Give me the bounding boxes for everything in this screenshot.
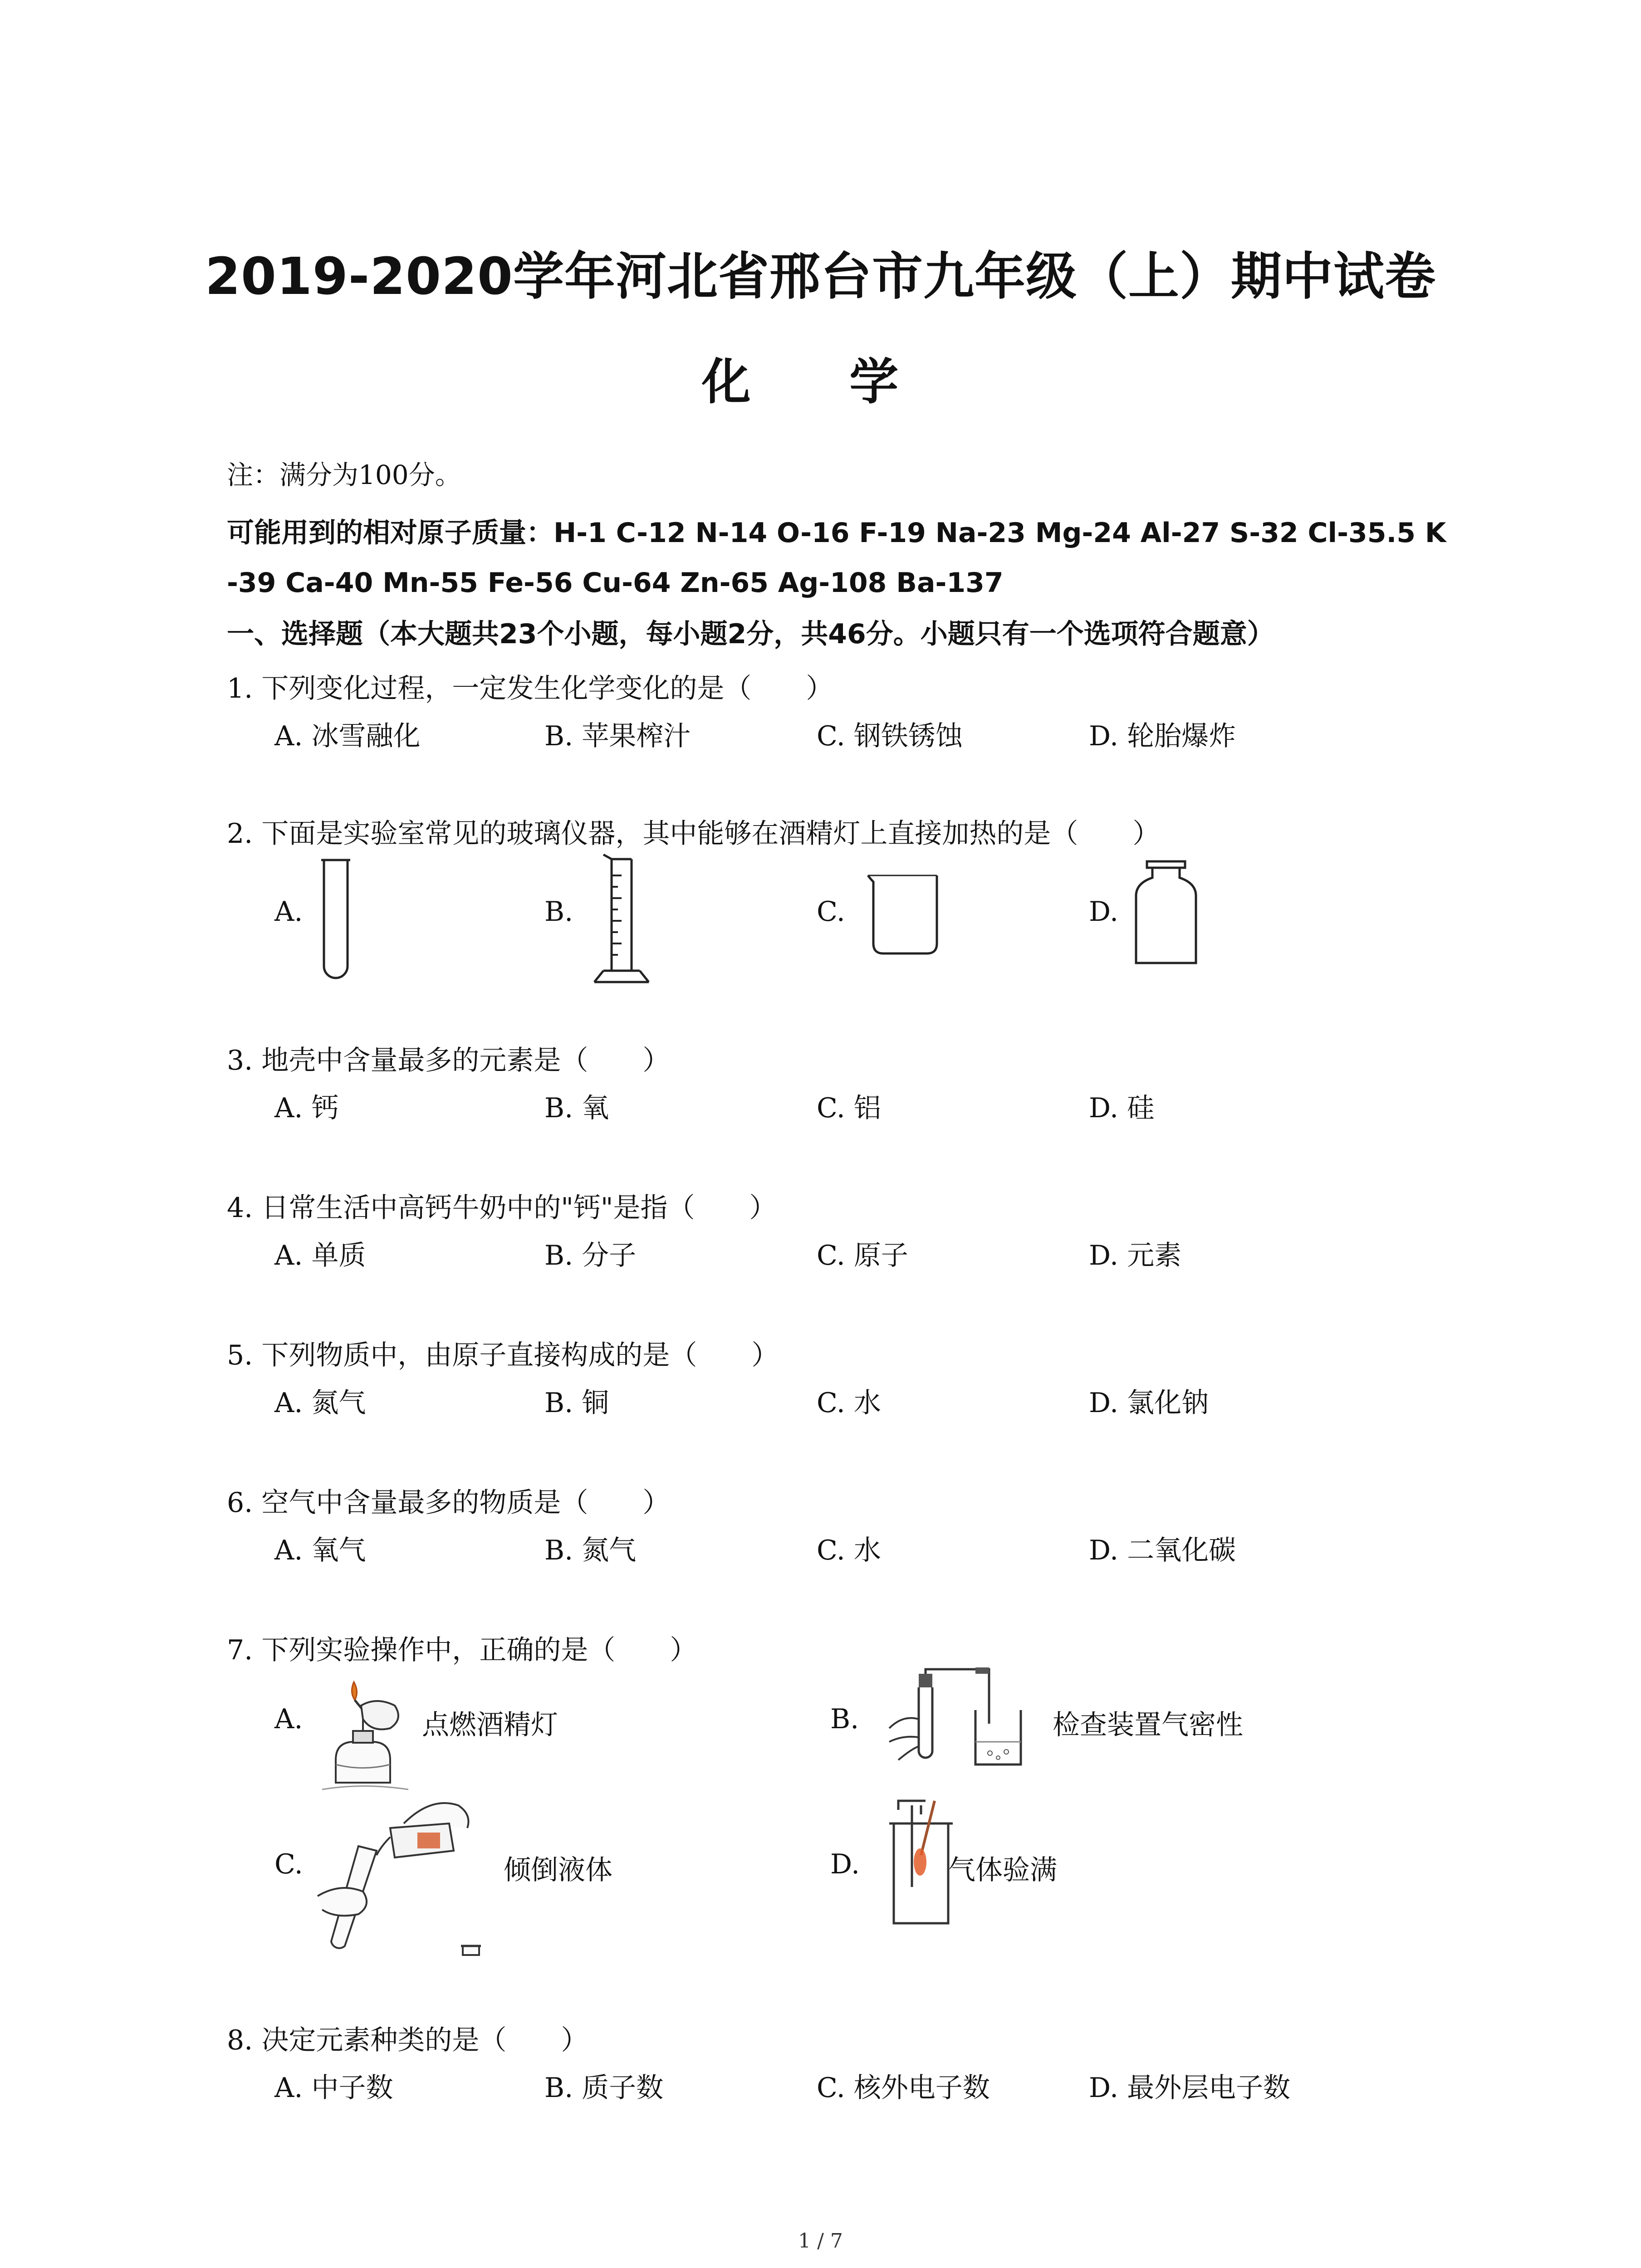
question-7-caption-d: 气体验满 <box>948 1854 1057 1886</box>
question-2-option-b: B. <box>544 896 573 928</box>
section-heading: 一、选择题（本大题共23个小题，每小题2分，共46分。小题只有一个选项符合题意） <box>227 618 1274 650</box>
question-5-option-c: C. 水 <box>817 1387 881 1419</box>
question-4-option-a: A. 单质 <box>274 1240 366 1271</box>
question-1-option-d: D. 轮胎爆炸 <box>1089 720 1236 752</box>
question-8-option-d: D. 最外层电子数 <box>1089 2072 1291 2104</box>
question-2-stem: 2. 下面是实验室常见的玻璃仪器，其中能够在酒精灯上直接加热的是（ ） <box>227 818 1160 850</box>
page-title: 2019-2020学年河北省邢台市九年级（上）期中试卷 <box>205 247 1436 306</box>
question-7-option-d: D. <box>830 1848 860 1880</box>
question-2-option-a: A. <box>274 896 303 928</box>
question-6-option-c: C. 水 <box>817 1535 881 1566</box>
question-6-option-a: A. 氧气 <box>274 1535 366 1566</box>
question-4-option-d: D. 元素 <box>1089 1240 1182 1271</box>
question-8-option-a: A. 中子数 <box>274 2072 393 2104</box>
question-6-stem: 6. 空气中含量最多的物质是（ ） <box>227 1487 670 1519</box>
atomic-masses-line1: 可能用到的相对原子质量：H-1 C-12 N-14 O-16 F-19 Na-23 Mg-24 Al-27 S-32 Cl-35.5 K <box>227 517 1446 549</box>
question-3-stem: 3. 地壳中含量最多的元素是（ ） <box>227 1045 670 1076</box>
page-number: 1 / 7 <box>798 2229 843 2253</box>
question-7-option-a: A. <box>274 1703 303 1735</box>
question-5-option-b: B. 铜 <box>544 1387 609 1419</box>
question-5-stem: 5. 下列物质中，由原子直接构成的是（ ） <box>227 1339 779 1371</box>
question-4-option-b: B. 分子 <box>544 1240 637 1271</box>
question-2-option-c: C. <box>817 896 845 928</box>
question-1-option-c: C. 钢铁锈蚀 <box>817 720 963 752</box>
atomic-masses <box>227 508 1452 608</box>
question-3-option-c: C. 铝 <box>817 1092 881 1124</box>
subject-title: 化 学 <box>701 354 940 411</box>
question-7-option-c: C. <box>274 1848 303 1880</box>
question-7-caption-a: 点燃酒精灯 <box>422 1709 558 1741</box>
question-5-option-d: D. 氯化钠 <box>1089 1387 1209 1419</box>
question-3-option-a: A. 钙 <box>274 1092 339 1124</box>
question-8-option-c: C. 核外电子数 <box>817 2072 990 2104</box>
question-7-caption-b: 检查装置气密性 <box>1053 1709 1243 1741</box>
score-note: 注：满分为100分。 <box>227 459 461 490</box>
reagent-bottle-figure <box>1130 860 1202 968</box>
question-3-option-b: B. 氧 <box>544 1092 609 1124</box>
question-4-stem: 4. 日常生活中高钙牛奶中的"钙"是指（ ） <box>227 1192 777 1224</box>
question-7-option-b: B. <box>830 1703 859 1735</box>
beaker-figure <box>864 871 946 957</box>
atomic-masses-line2: -39 Ca-40 Mn-55 Fe-56 Cu-64 Zn-65 Ag-108 Ba-137 <box>227 567 1004 599</box>
lighting-alcohol-lamp-figure <box>318 1674 426 1796</box>
airtightness-check-figure <box>885 1656 1053 1774</box>
question-4-option-c: C. 原子 <box>817 1240 908 1271</box>
question-1-option-b: B. 苹果榨汁 <box>544 720 691 752</box>
pouring-liquid-figure <box>313 1796 504 1969</box>
question-1-stem: 1. 下列变化过程，一定发生化学变化的是（ ） <box>227 673 833 704</box>
question-1-option-a: A. 冰雪融化 <box>274 720 421 752</box>
graduated-cylinder-figure <box>590 853 653 984</box>
question-7-caption-c: 倾倒液体 <box>504 1854 612 1886</box>
question-7-stem: 7. 下列实验操作中，正确的是（ ） <box>227 1634 697 1666</box>
question-8-option-b: B. 质子数 <box>544 2072 664 2104</box>
test-tube-figure <box>318 857 354 984</box>
question-3-option-d: D. 硅 <box>1089 1092 1155 1124</box>
question-5-option-a: A. 氮气 <box>274 1387 366 1419</box>
question-6-option-b: B. 氮气 <box>544 1535 637 1566</box>
question-6-option-d: D. 二氧化碳 <box>1089 1535 1236 1566</box>
question-2-option-d: D. <box>1089 896 1119 928</box>
question-8-stem: 8. 决定元素种类的是（ ） <box>227 2024 588 2056</box>
